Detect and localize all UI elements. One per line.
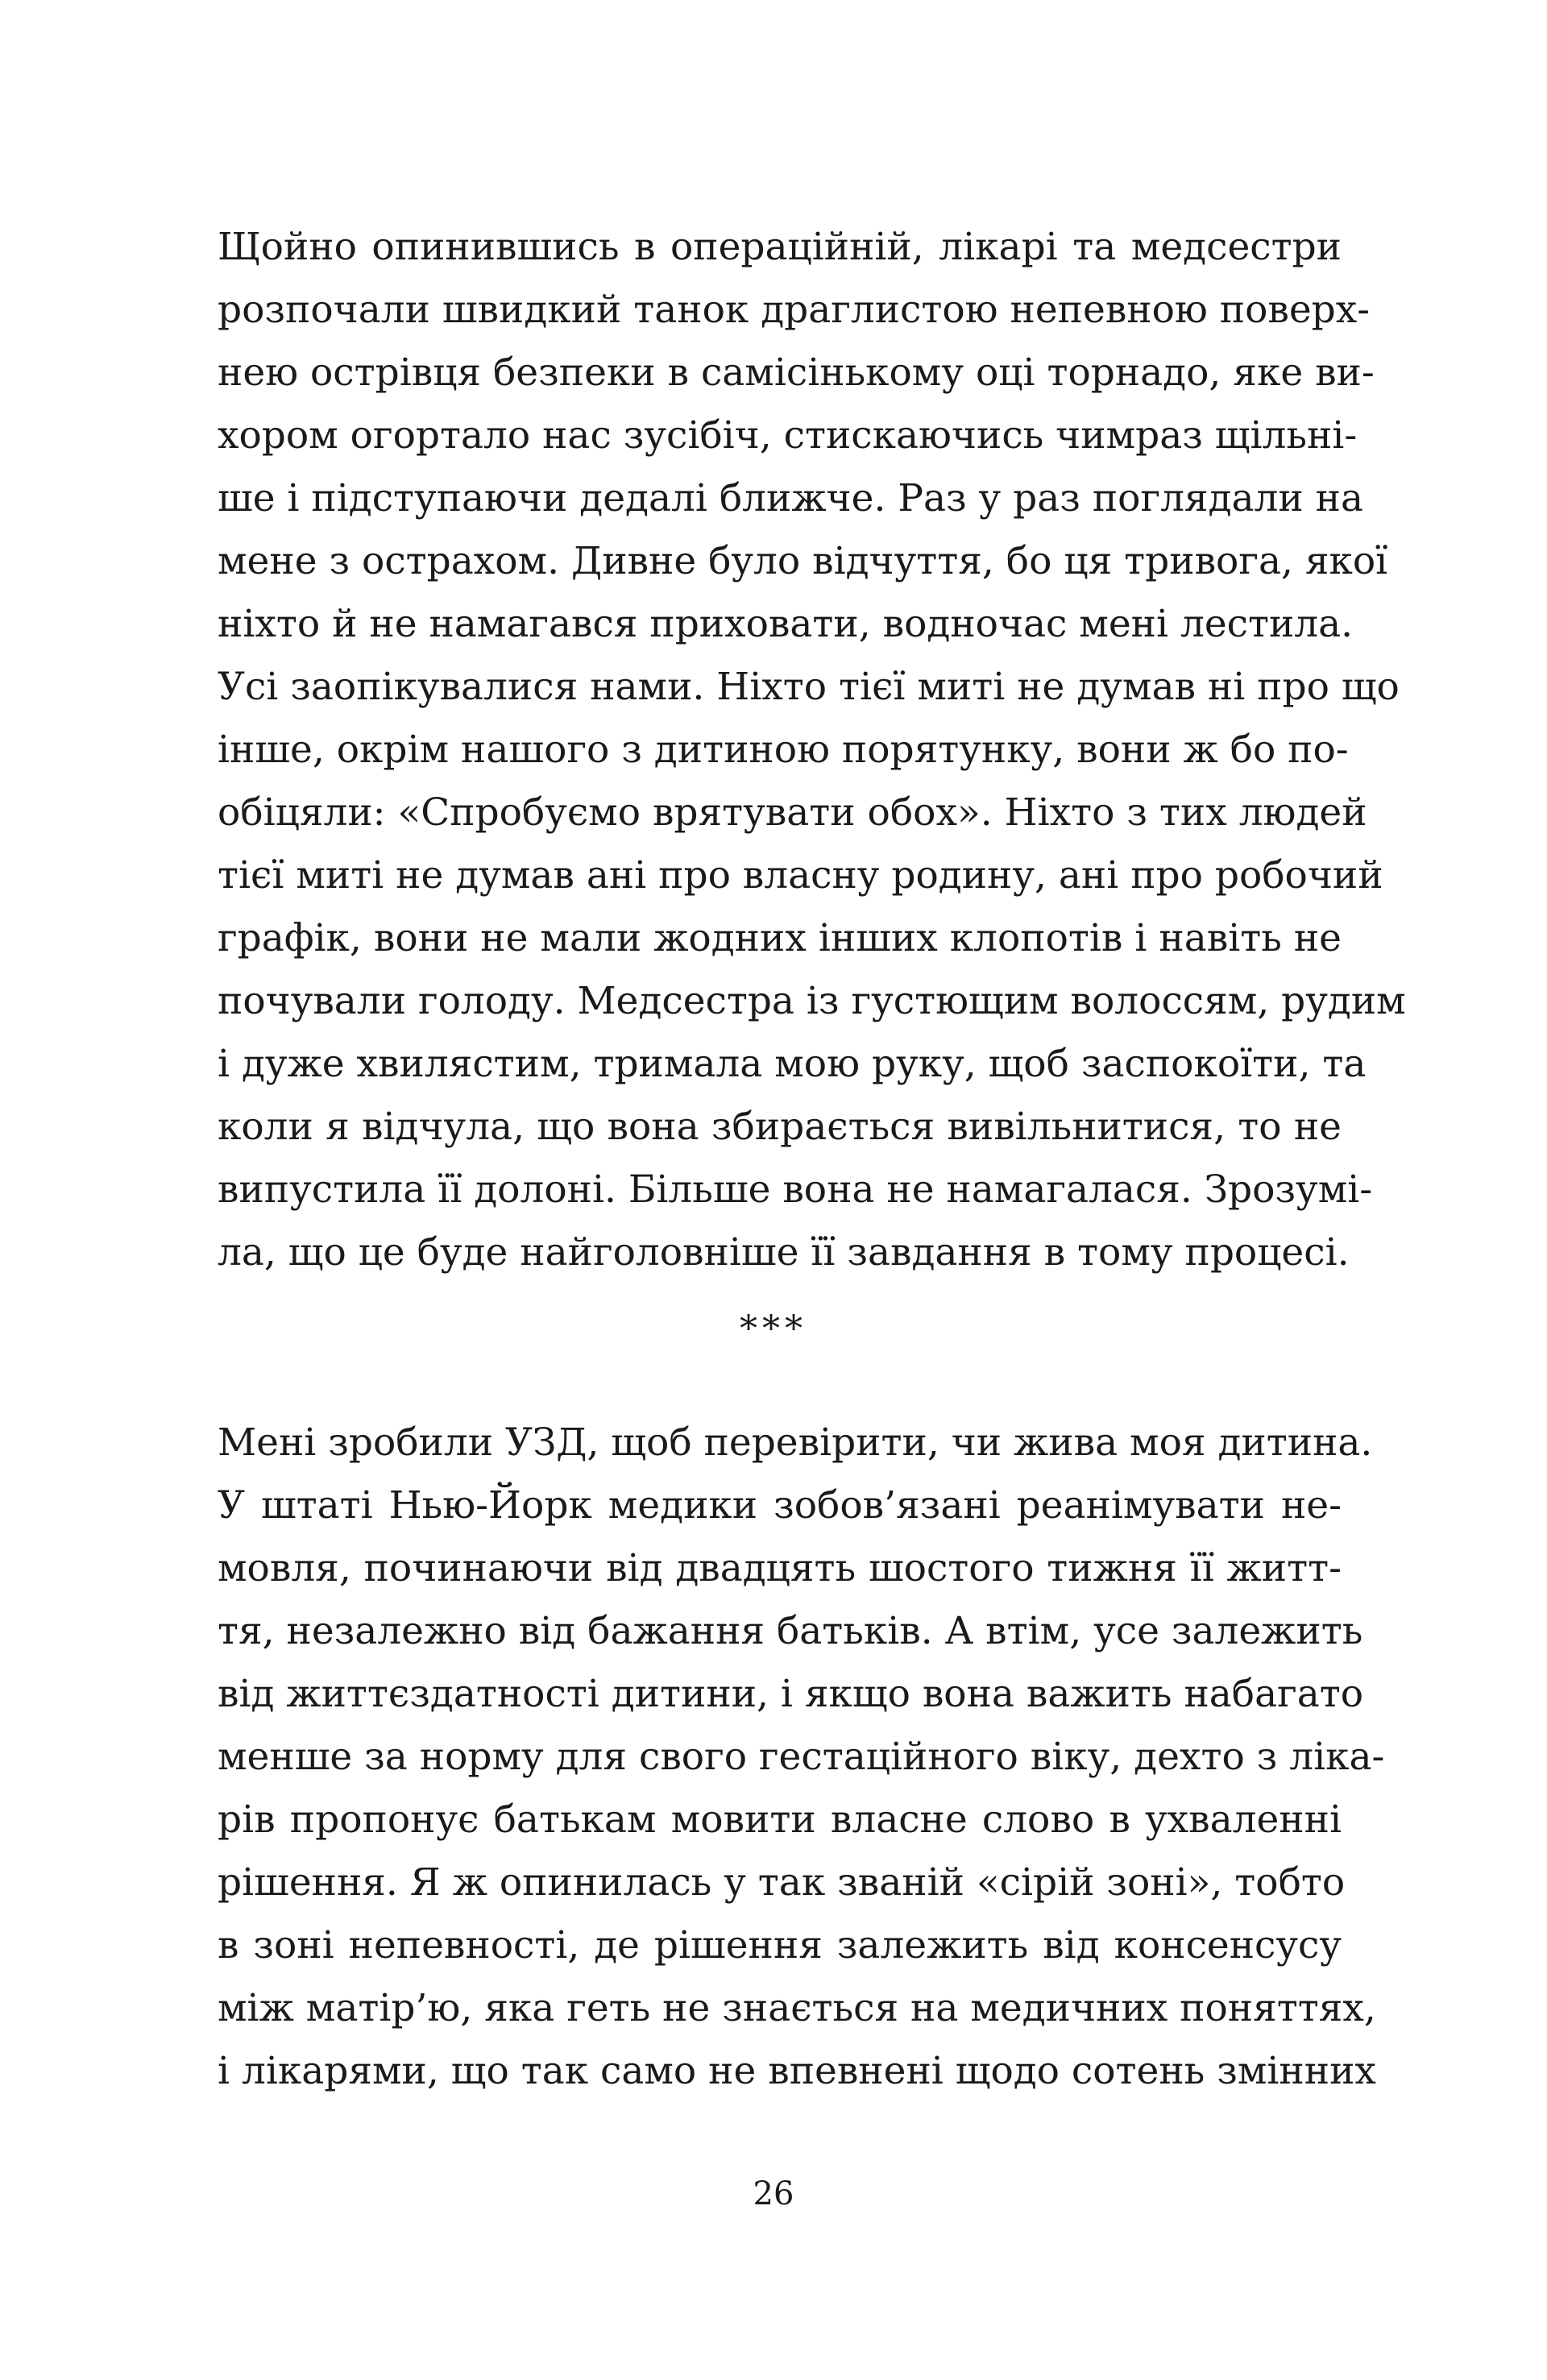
paragraph-1 [218,216,1406,1284]
text-line: ла, що це буде найголовніше її завдання в тому процесі. [218,1230,1350,1275]
text-line: ше і підступаючи дедалі ближче. Раз у раз поглядали на [218,476,1364,520]
text-line: тя, незалежно від бажання батьків. А втім, усе залежить [218,1609,1363,1653]
text-line: Щойно опинившись в операційній, лікарі та медсестри [218,225,1342,269]
section-separator: *** [740,1308,807,1350]
text-line: рішення. Я ж опинилась у так званій «сірій зоні», тобто [218,1860,1346,1905]
text-line: і лікарями, що так само не впевнені щодо сотень змінних [218,2049,1376,2093]
text-line: У штаті Нью-Йорк медики зобов’язані реанімувати не- [218,1483,1342,1528]
paragraph-2 [218,1412,1385,2103]
text-line: мовля, починаючи від двадцять шостого тижня її житт- [218,1546,1342,1590]
text-line: ніхто й не намагався приховати, водночас мені лестила. [218,602,1354,646]
text-line: розпочали швидкий танок драглистою непевною поверх- [218,288,1371,332]
text-line: менше за норму для свого гестаційного віку, дехто з ліка- [218,1735,1385,1779]
text-line: інше, окрім нашого з дитиною порятунку, вони ж бо по- [218,728,1349,772]
text-line: мене з острахом. Дивне було відчуття, бо ця тривога, якої [218,539,1388,583]
text-line: від життєздатності дитини, і якщо вона важить набагато [218,1672,1364,1716]
text-line: почували голоду. Медсестра із густющим волоссям, рудим [218,979,1406,1023]
text-line: рів пропонує батькам мовити власне слово в ухваленні [218,1797,1342,1842]
text-line: випустила її долоні. Більше вона не намагалася. Зрозумі- [218,1167,1373,1212]
text-line: між матір’ю, яка геть не знається на медичних поняттях, [218,1986,1376,2030]
text-line: тієї миті не думав ані про власну родину, ані про робочий [218,853,1383,898]
page-number: 26 [753,2175,794,2212]
text-line: Усі заопікувалися нами. Ніхто тієї миті не думав ні про що [218,665,1400,709]
text-line: в зоні непевності, де рішення залежить від консенсусу [218,1923,1342,1967]
text-line: Мені зробили УЗД, щоб перевірити, чи жива моя дитина. [218,1420,1373,1465]
text-line: і дуже хвилястим, тримала мою руку, щоб заспокоїти, та [218,1042,1367,1086]
text-line: хором огортало нас зусібіч, стискаючись чимраз щільні- [218,413,1358,458]
text-line: графік, вони не мали жодних інших клопотів і навіть не [218,916,1342,960]
text-line: нею острівця безпеки в самісінькому оці торнадо, яке ви- [218,350,1375,395]
text-line: коли я відчула, що вона збирається вивільнитися, то не [218,1105,1342,1149]
text-line: обіцяли: «Спробуємо врятувати обох». Ніхто з тих людей [218,790,1367,835]
